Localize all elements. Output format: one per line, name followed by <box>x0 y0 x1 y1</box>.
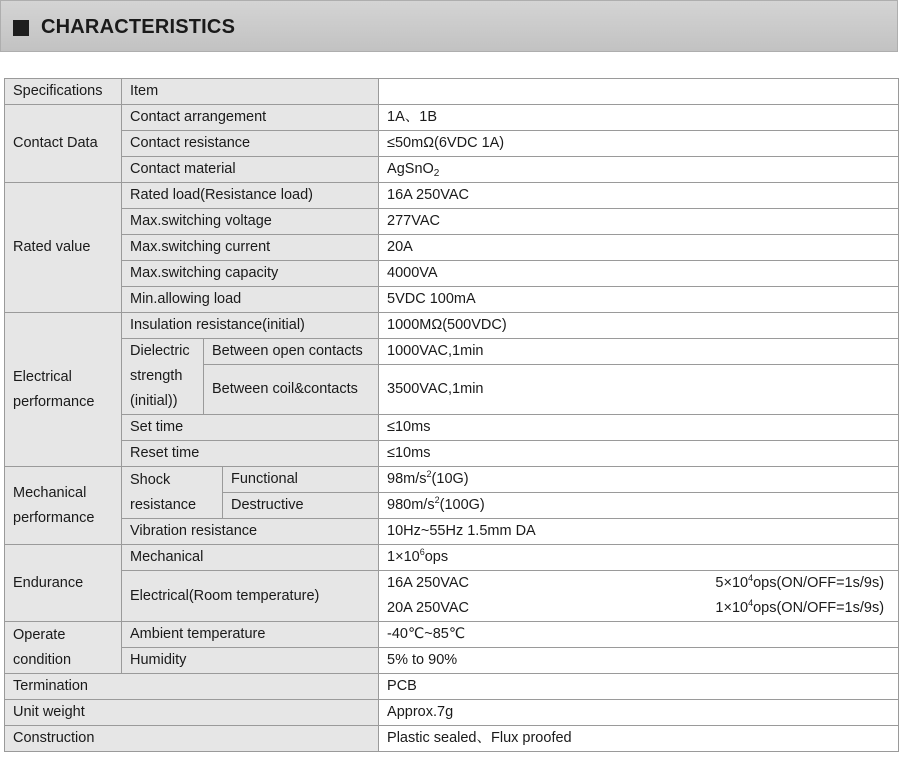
item-label: Max.switching voltage <box>122 209 379 235</box>
item-value: 10Hz~55Hz 1.5mm DA <box>379 519 899 545</box>
item-value: ≤10ms <box>379 441 899 467</box>
item-label: Set time <box>122 415 379 441</box>
table-row <box>5 339 899 365</box>
item-label: Electrical(Room temperature) <box>122 571 379 622</box>
category-contact-data: Contact Data <box>5 105 122 183</box>
table-row <box>5 726 899 752</box>
item-label: Insulation resistance(initial) <box>122 313 379 339</box>
header-value-empty <box>379 79 899 105</box>
table-row <box>5 105 899 131</box>
item-value: PCB <box>379 674 899 700</box>
item-value: $980m/s^2(100G)$ <box>379 493 899 519</box>
item-value: 3500VAC,1min <box>379 365 899 415</box>
item-label: Ambient temperature <box>122 622 379 648</box>
item-value: ≤50mΩ(6VDC 1A) <box>379 131 899 157</box>
item-label: Contact material <box>122 157 379 183</box>
item-value: 5VDC 100mA <box>379 287 899 313</box>
item-value: 277VAC <box>379 209 899 235</box>
item-value: 1000VAC,1min <box>379 339 899 365</box>
table-row <box>5 700 899 726</box>
item-label: Destructive <box>223 493 379 519</box>
table-row <box>5 261 899 287</box>
item-label: Between coil&contacts <box>204 365 379 415</box>
item-value: 20A <box>379 235 899 261</box>
item-label: Contact arrangement <box>122 105 379 131</box>
table-header-row <box>5 79 899 105</box>
item-value: $98m/s^2(10G)$ <box>379 467 899 493</box>
item-value: -40℃~85℃ <box>379 622 899 648</box>
item-value: Plastic sealed、Flux proofed <box>379 726 899 752</box>
bullet-square-icon <box>13 20 29 36</box>
table-row <box>5 157 899 183</box>
table-row <box>5 519 899 545</box>
item-value <box>379 571 899 597</box>
category-electrical-performance: Electrical performance <box>5 313 122 467</box>
table-row <box>5 131 899 157</box>
item-label: Reset time <box>122 441 379 467</box>
table-row <box>5 441 899 467</box>
item-label: Mechanical <box>122 545 379 571</box>
item-label: Rated load(Resistance load) <box>122 183 379 209</box>
table-row <box>5 415 899 441</box>
item-value: $1\times 10^6ops$ <box>379 545 899 571</box>
item-value: ≤10ms <box>379 415 899 441</box>
category-mechanical-performance: Mechanical performance <box>5 467 122 545</box>
item-value: 1A、1B <box>379 105 899 131</box>
category-termination: Termination <box>5 674 379 700</box>
table-row <box>5 235 899 261</box>
table-row <box>5 545 899 571</box>
ops-value: $5\times 10^4ops(ON/OFF=1s/9s)$ <box>715 573 885 591</box>
item-value: 4000VA <box>379 261 899 287</box>
section-title: CHARACTERISTICS <box>41 16 236 38</box>
item-label: Min.allowing load <box>122 287 379 313</box>
table-row <box>5 571 899 597</box>
table-row <box>5 648 899 674</box>
table-row <box>5 622 899 648</box>
table-row <box>5 467 899 493</box>
category-construction: Construction <box>5 726 379 752</box>
section-header <box>0 0 898 52</box>
table-row <box>5 183 899 209</box>
subcategory-shock-resistance: Shock resistance <box>122 467 223 519</box>
load-value: 16A 250VAC <box>387 575 469 591</box>
category-operate-condition: Operate condition <box>5 622 122 674</box>
table-row <box>5 209 899 235</box>
item-label: Contact resistance <box>122 131 379 157</box>
subcategory-dielectric-strength: Dielectric strength (initial)) <box>122 339 204 415</box>
header-specifications: Specifications <box>5 79 122 105</box>
category-unit-weight: Unit weight <box>5 700 379 726</box>
header-item: Item <box>122 79 379 105</box>
table-row <box>5 287 899 313</box>
item-label: Max.switching capacity <box>122 261 379 287</box>
item-label: Humidity <box>122 648 379 674</box>
item-value: Approx.7g <box>379 700 899 726</box>
item-value: 1000MΩ(500VDC) <box>379 313 899 339</box>
item-label: Vibration resistance <box>122 519 379 545</box>
table-row <box>5 674 899 700</box>
item-label: Max.switching current <box>122 235 379 261</box>
item-label: Between open contacts <box>204 339 379 365</box>
ops-value: $1\times 10^4ops(ON/OFF=1s/9s)$ <box>715 598 885 616</box>
load-value: 20A 250VAC <box>387 600 469 616</box>
table-row <box>5 313 899 339</box>
characteristics-table <box>4 78 899 752</box>
category-rated-value: Rated value <box>5 183 122 313</box>
item-label: Functional <box>223 467 379 493</box>
item-value: AgSnO$_2$ <box>379 157 899 183</box>
category-endurance: Endurance <box>5 545 122 622</box>
item-value <box>379 596 899 622</box>
item-value: 16A 250VAC <box>379 183 899 209</box>
item-value: 5% to 90% <box>379 648 899 674</box>
